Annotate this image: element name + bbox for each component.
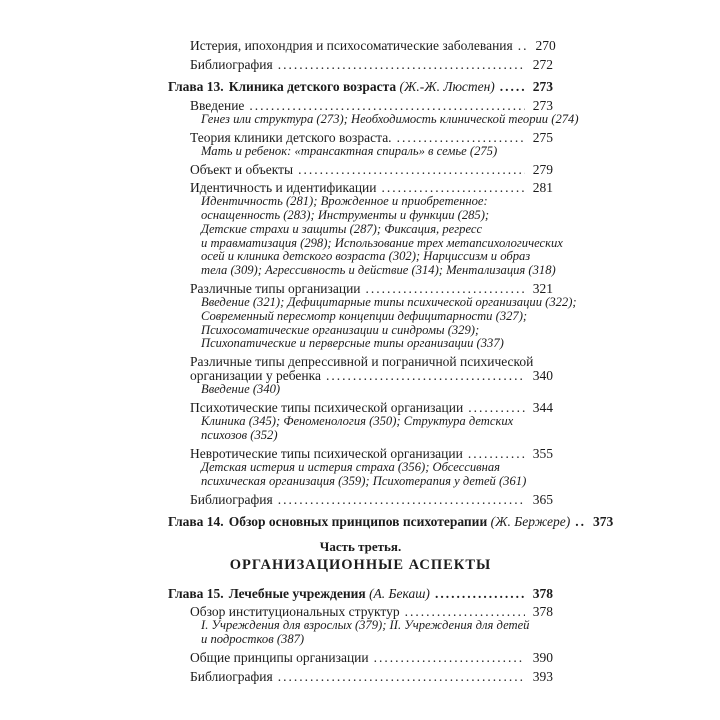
toc-chapter [168,514,614,530]
chapter-prefix: Глава 15. [168,585,224,601]
chapter-title: Лечебные учреждения [228,585,366,601]
entry-label: Библиография [190,668,273,684]
page-number: 270 [535,38,556,53]
page-number: 390 [532,650,553,666]
toc-subtopics: Введение (340) [201,381,281,396]
toc-entry [168,605,553,619]
dot-leader [405,605,525,619]
entry-label: Идентичность и идентификации [190,180,377,196]
toc-subtopics: Детские страхи и защиты (287); Фиксация, регресс [201,221,483,236]
entry-label: Истерия, ипохондрия и психосоматические заболевания [190,38,513,53]
dot-leader [468,401,525,415]
toc-subtopics: и подростков (387) [201,632,305,647]
dot-leader [397,131,525,145]
dot-leader [374,651,525,665]
toc-subtopics: Клиника (345); Феноменология (350); Структура детских [201,414,514,429]
page-number: 273 [532,79,553,94]
toc-subtopics: Введение (321); Дефицитарные типы психической организации (322); [201,295,577,310]
dot-leader [278,670,525,684]
toc-subtopics: Идентичность (281); Врожденное и приобретенное: [201,194,488,209]
entry-label: Библиография [190,56,273,72]
dot-leader [278,58,525,72]
toc-entry [168,282,553,296]
page-number: 281 [532,180,553,196]
page-number: 272 [532,56,553,72]
chapter-prefix: Глава 13. [168,79,224,94]
toc-subtopics: I. Учреждения для взрослых (379); II. Учреждения для детей [201,618,530,633]
toc-entry [168,493,553,507]
entry-label: Библиография [190,491,273,507]
toc-entry [168,401,553,415]
toc-subtopics: и травматизация (298); Использование трех метапсихологических [201,235,563,250]
entry-label: Психотические типы психической организации [190,400,464,416]
dot-leader [298,163,525,177]
toc-subtopics: Современный пересмотр концепции дефицитарности (327); [201,308,528,323]
part-title: Часть третья. [319,538,402,554]
toc-entry [168,131,553,145]
dot-leader [326,369,525,383]
toc-entry [168,651,553,665]
toc-entry-continuation [168,369,553,383]
entry-label: Различные типы депрессивной и пограничной психической [190,354,534,370]
page-number: 393 [532,668,553,684]
entry-label: Обзор институциональных структур [190,604,400,620]
dot-leader [366,282,525,296]
toc-entry [168,99,553,113]
dot-leader [575,515,585,529]
toc-subtopics: Психопатические и перверсные типы организации (337) [201,336,504,351]
entry-label: Общие принципы организации [190,650,369,666]
chapter-title: Клиника детского возраста [228,79,397,94]
page-number: 378 [532,604,553,620]
part-subtitle: ОРГАНИЗАЦИОННЫЕ АСПЕКТЫ [229,556,492,573]
page-number: 355 [532,446,553,462]
toc-subtopics: осей и клиника детского возраста (302); Нарциссизм и образ [201,249,531,264]
part-heading [168,539,553,573]
entry-label: Невротические типы психической организации [190,446,463,462]
dot-leader [382,181,525,195]
page-number: 273 [532,97,553,113]
chapter-author: (Ж. Бержере) [490,514,571,530]
toc-entry [168,447,553,461]
dot-leader [518,39,528,53]
dot-leader [500,80,525,94]
page-number: 275 [532,129,553,145]
toc-subtopics: тела (309); Агрессивность и действие (314); Ментализация (318) [201,262,556,277]
toc-subtopics: оснащенность (283); Инструменты и функции (285); [201,208,490,223]
chapter-prefix: Глава 14. [168,514,224,530]
page-number: 378 [532,585,553,601]
page-number: 321 [532,281,553,297]
toc-chapter [168,80,553,94]
entry-label: Теория клиники детского возраста. [190,129,392,145]
toc-entry [168,181,553,195]
toc-subtopics: Психосоматические организации и синдромы (329); [201,322,480,337]
toc-subtopics: психозов (352) [201,427,278,442]
toc-chapter [168,587,553,601]
toc-subtopics: Мать и ребенок: «трансактная спираль» в семье (275) [201,143,498,158]
chapter-author: (Ж.-Ж. Люстен) [399,79,495,94]
toc-subtopics: Детская истерия и истерия страха (356); Обсессивная [201,460,500,475]
page-number: 279 [532,161,553,177]
entry-label: Различные типы организации [190,281,361,297]
page-number: 365 [532,491,553,507]
dot-leader [249,99,525,113]
toc-entry [168,355,553,369]
entry-label: Введение [190,97,245,113]
toc-subtopics: Генез или структура (273); Необходимость клинической теории (274) [201,111,579,126]
dot-leader [278,493,525,507]
chapter-author: (А. Бекаш) [369,585,430,601]
page-number: 373 [592,514,614,530]
toc-entry [168,58,553,72]
page-number: 344 [532,400,553,416]
toc-entry [168,38,556,53]
toc-entry [168,670,553,684]
entry-label: Объект и объекты [190,161,294,177]
dot-leader [468,447,525,461]
chapter-title: Обзор основных принципов психотерапии [228,514,488,530]
toc-subtopics: психическая организация (359); Психотерапия у детей (361) [201,473,527,488]
toc-entry [168,163,553,177]
entry-label: организации у ребенка [190,367,321,383]
toc-list [168,38,614,684]
dot-leader [435,587,525,601]
page-number: 340 [532,367,553,383]
